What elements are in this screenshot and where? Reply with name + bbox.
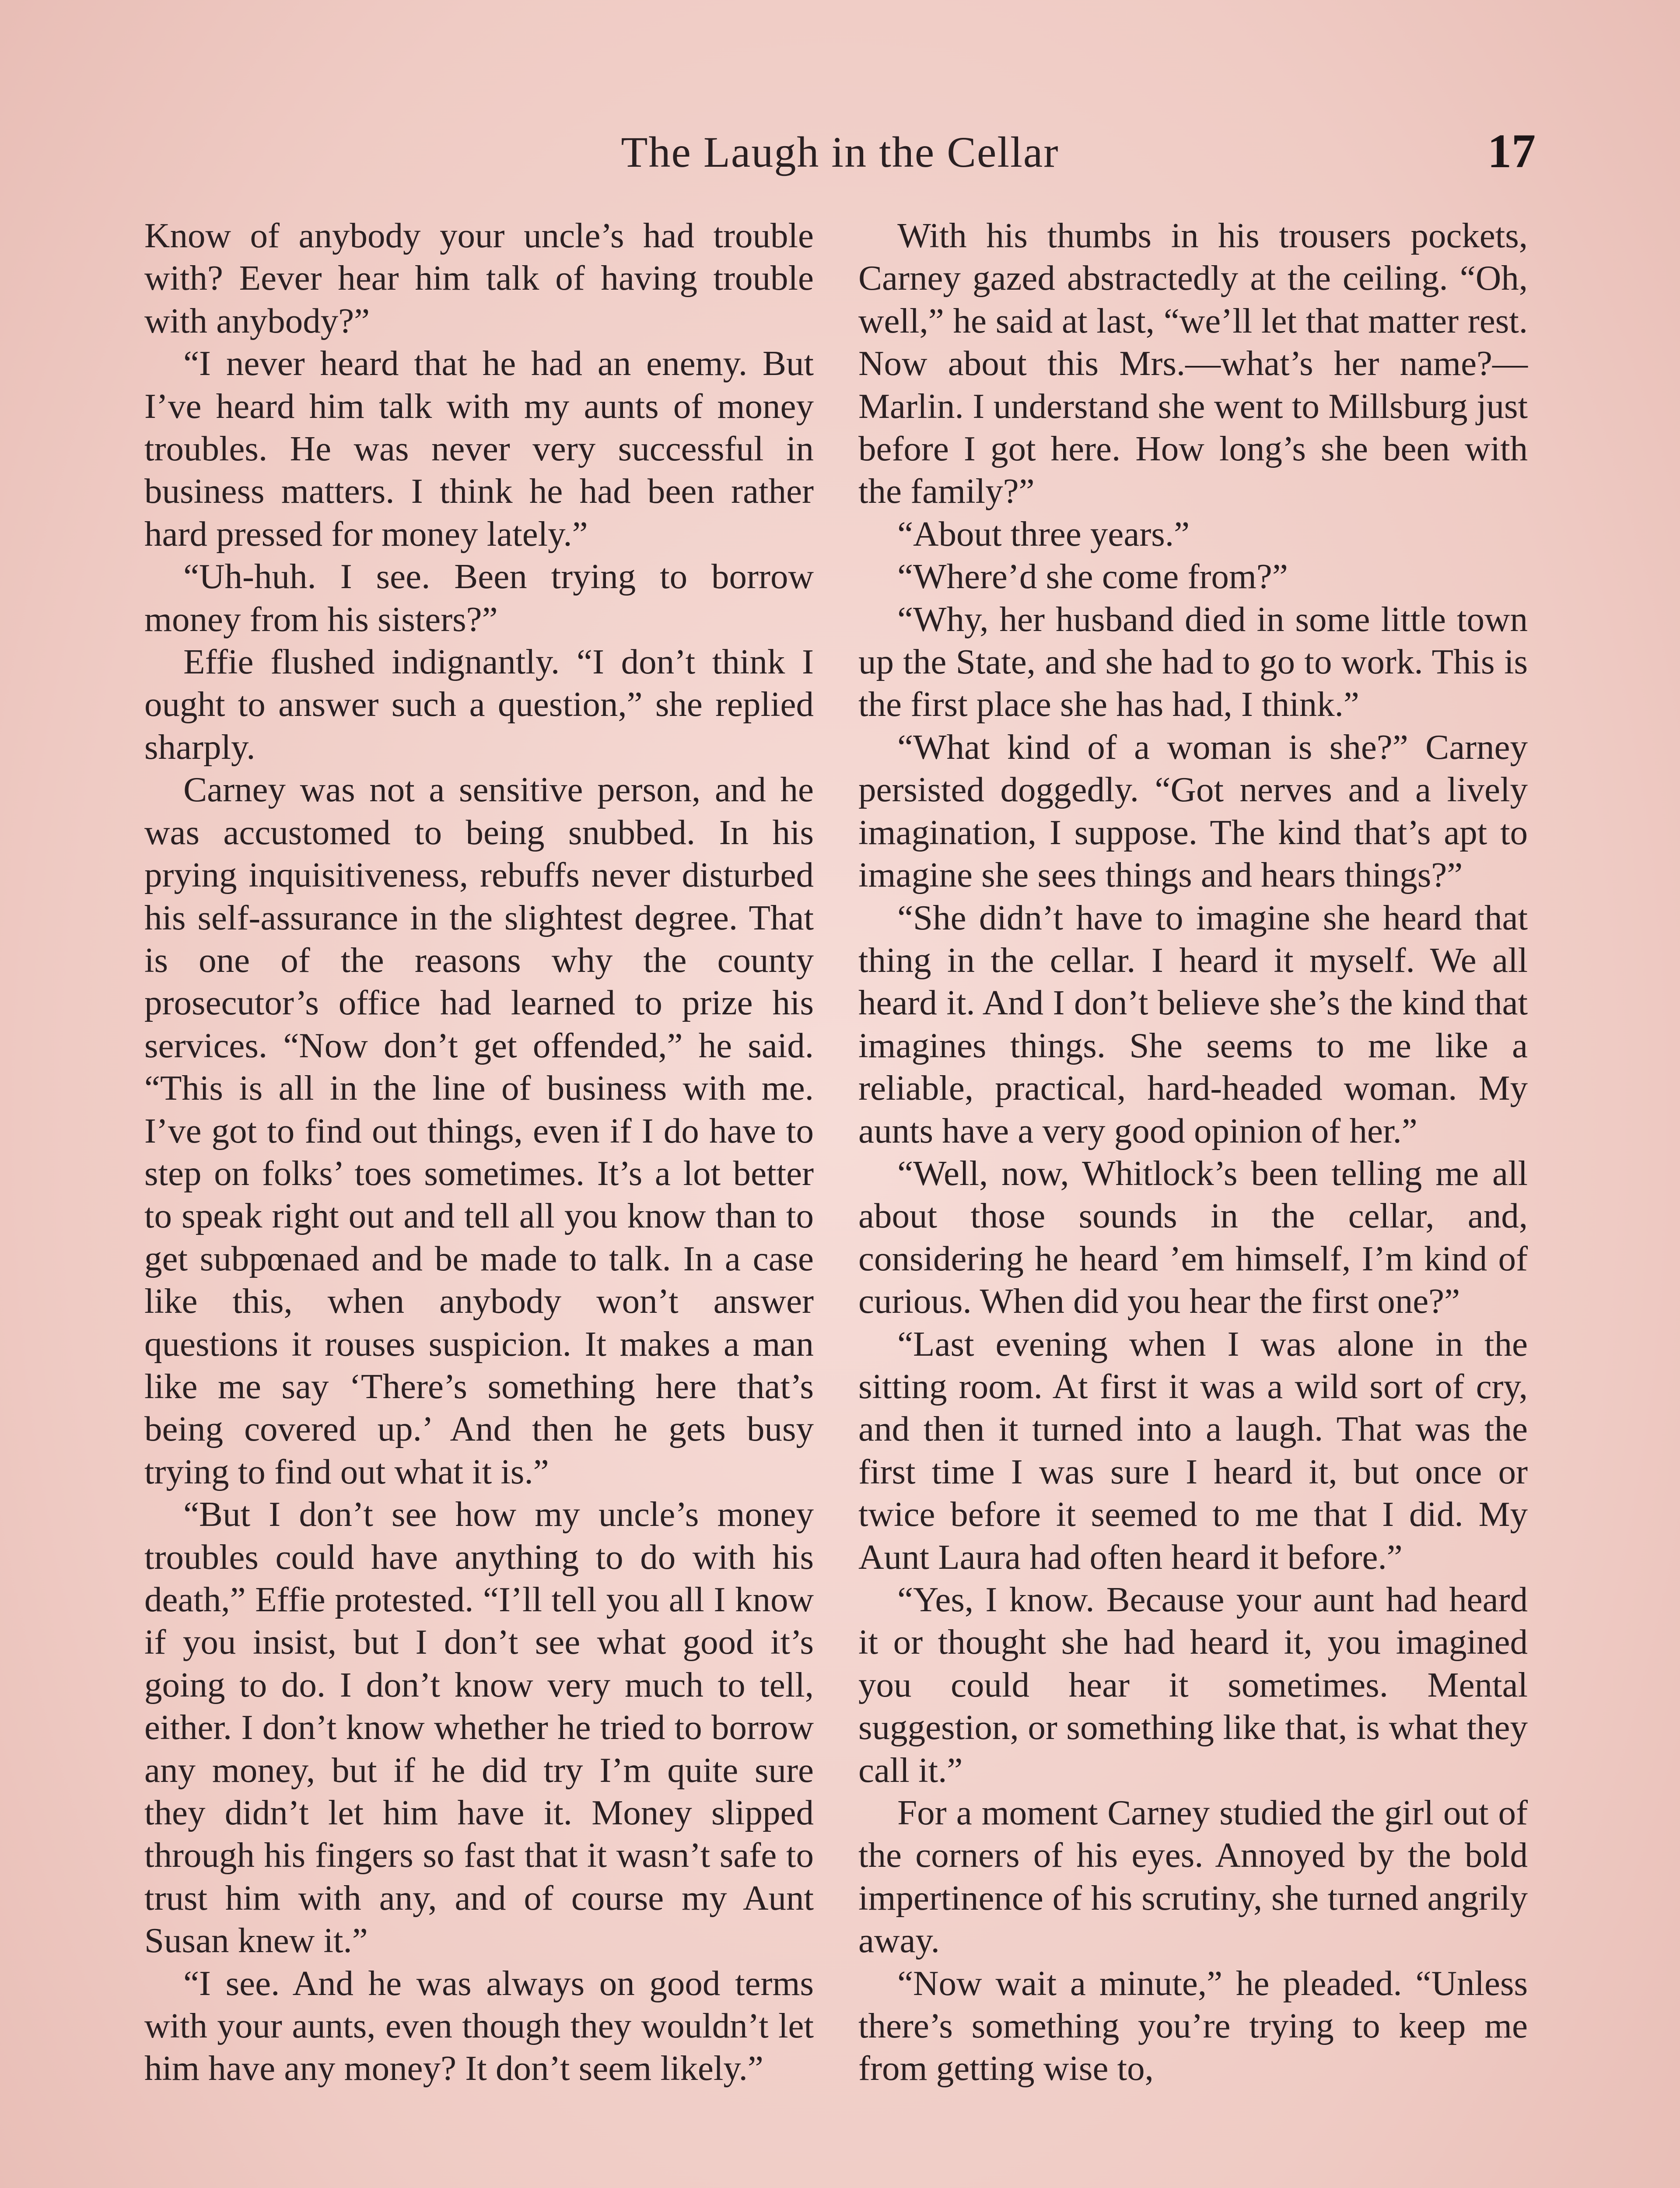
left-column xyxy=(144,214,814,2090)
paragraph: “Why, her husband died in some little town up the State, and she had to go to work. This is the first place she has had, I think.” xyxy=(858,599,1528,724)
paragraph: “I never heard that he had an enemy. But I’ve heard him talk with my aunts of money troubles. He was never very successful in business matters. I think he had been rather hard pressed for money lately.” xyxy=(144,344,814,554)
paragraph: “Well, now, Whitlock’s been telling me all about those sounds in the cellar, and, considering he heard ’em himself, I’m kind of curious. When did you hear the first one?” xyxy=(858,1153,1528,1321)
paragraph: “Uh-huh. I see. Been trying to borrow money from his sisters?” xyxy=(144,557,814,639)
paragraph: “Yes, I know. Because your aunt had heard it or thought she had heard it, you imagined you could hear it sometimes. Mental suggestion, or something like that, is what they call it.” xyxy=(858,1580,1528,1790)
page-number: 17 xyxy=(1488,124,1536,178)
running-title: The Laugh in the Cellar xyxy=(621,128,1059,176)
paragraph: “About three years.” xyxy=(897,514,1190,554)
paragraph: “Where’d she come from?” xyxy=(897,557,1288,596)
paragraph: Know of anybody your uncle’s had trouble with? Eever hear him talk of having trouble with anybody?” xyxy=(144,216,814,340)
paragraph: With his thumbs in his trousers pockets, Carney gazed abstractedly at the ceiling. “Oh, well,” he said at last, “we’ll let that matter rest. Now about this Mrs.—what’s her name?—Marlin. I understand she went to Millsburg just before I got here. How long’s she been with the family?” xyxy=(858,216,1528,511)
paragraph: “What kind of a woman is she?” Carney persisted doggedly. “Got nerves and a lively imagination, I suppose. The kind that’s apt to imagine she sees things and hears things?” xyxy=(858,727,1528,895)
paragraph: “I see. And he was always on good terms with your aunts, even though they wouldn’t let him have any money? It don’t seem likely.” xyxy=(144,1963,814,2088)
paragraph: “She didn’t have to imagine she heard that thing in the cellar. I heard it myself. We all heard it. And I don’t believe she’s the kind that imagines things. She seems to me like a reliable, practical, hard-headed woman. My aunts have a very good opinion of her.” xyxy=(858,898,1528,1150)
page-header xyxy=(144,124,1536,197)
paragraph: Carney was not a sensitive person, and he was accustomed to being snubbed. In his prying inquisitiveness, rebuffs never disturbed his self-assurance in the slightest degree. That is one of the reasons why the county prosecutor’s office had learned to prize his services. “Now don’t get offended,” he said. “This is all in the line of business with me. I’ve got to find out things, even if I do have to step on folks’ toes sometimes. It’s a lot better to speak right out and tell all you know than to get subpœnaed and be made to talk. In a case like this, when anybody won’t answer questions it rouses suspicion. It makes a man like me say ‘There’s something here that’s being covered up.’ And then he gets busy trying to find out what it is.” xyxy=(144,770,814,1491)
paragraph: “But I don’t see how my uncle’s money troubles could have anything to do with his death,” Effie protested. “I’ll tell you all I know if you insist, but I don’t see what good it’s going to do. I don’t know very much to tell, either. I don’t know whether he tried to borrow any money, but if he did try I’m quite sure they didn’t let him have it. Money slipped through his fingers so fast that it wasn’t safe to trust him with any, and of course my Aunt Susan knew it.” xyxy=(144,1494,814,1960)
paragraph: “Now wait a minute,” he pleaded. “Unless there’s something you’re trying to keep me from getting wise to, xyxy=(858,1963,1528,2088)
right-column xyxy=(858,214,1528,2090)
paragraph: “Last evening when I was alone in the sitting room. At first it was a wild sort of cry, and then it turned into a laugh. That was the first time I was sure I heard it, but once or twice before it seemed to me that I did. My Aunt Laura had often heard it before.” xyxy=(858,1324,1528,1577)
paragraph: Effie flushed indignantly. “I don’t think I ought to answer such a question,” she replied sharply. xyxy=(144,642,814,767)
paragraph: For a moment Carney studied the girl out of the corners of his eyes. Annoyed by the bold impertinence of his scrutiny, she turned angrily away. xyxy=(858,1793,1528,1960)
